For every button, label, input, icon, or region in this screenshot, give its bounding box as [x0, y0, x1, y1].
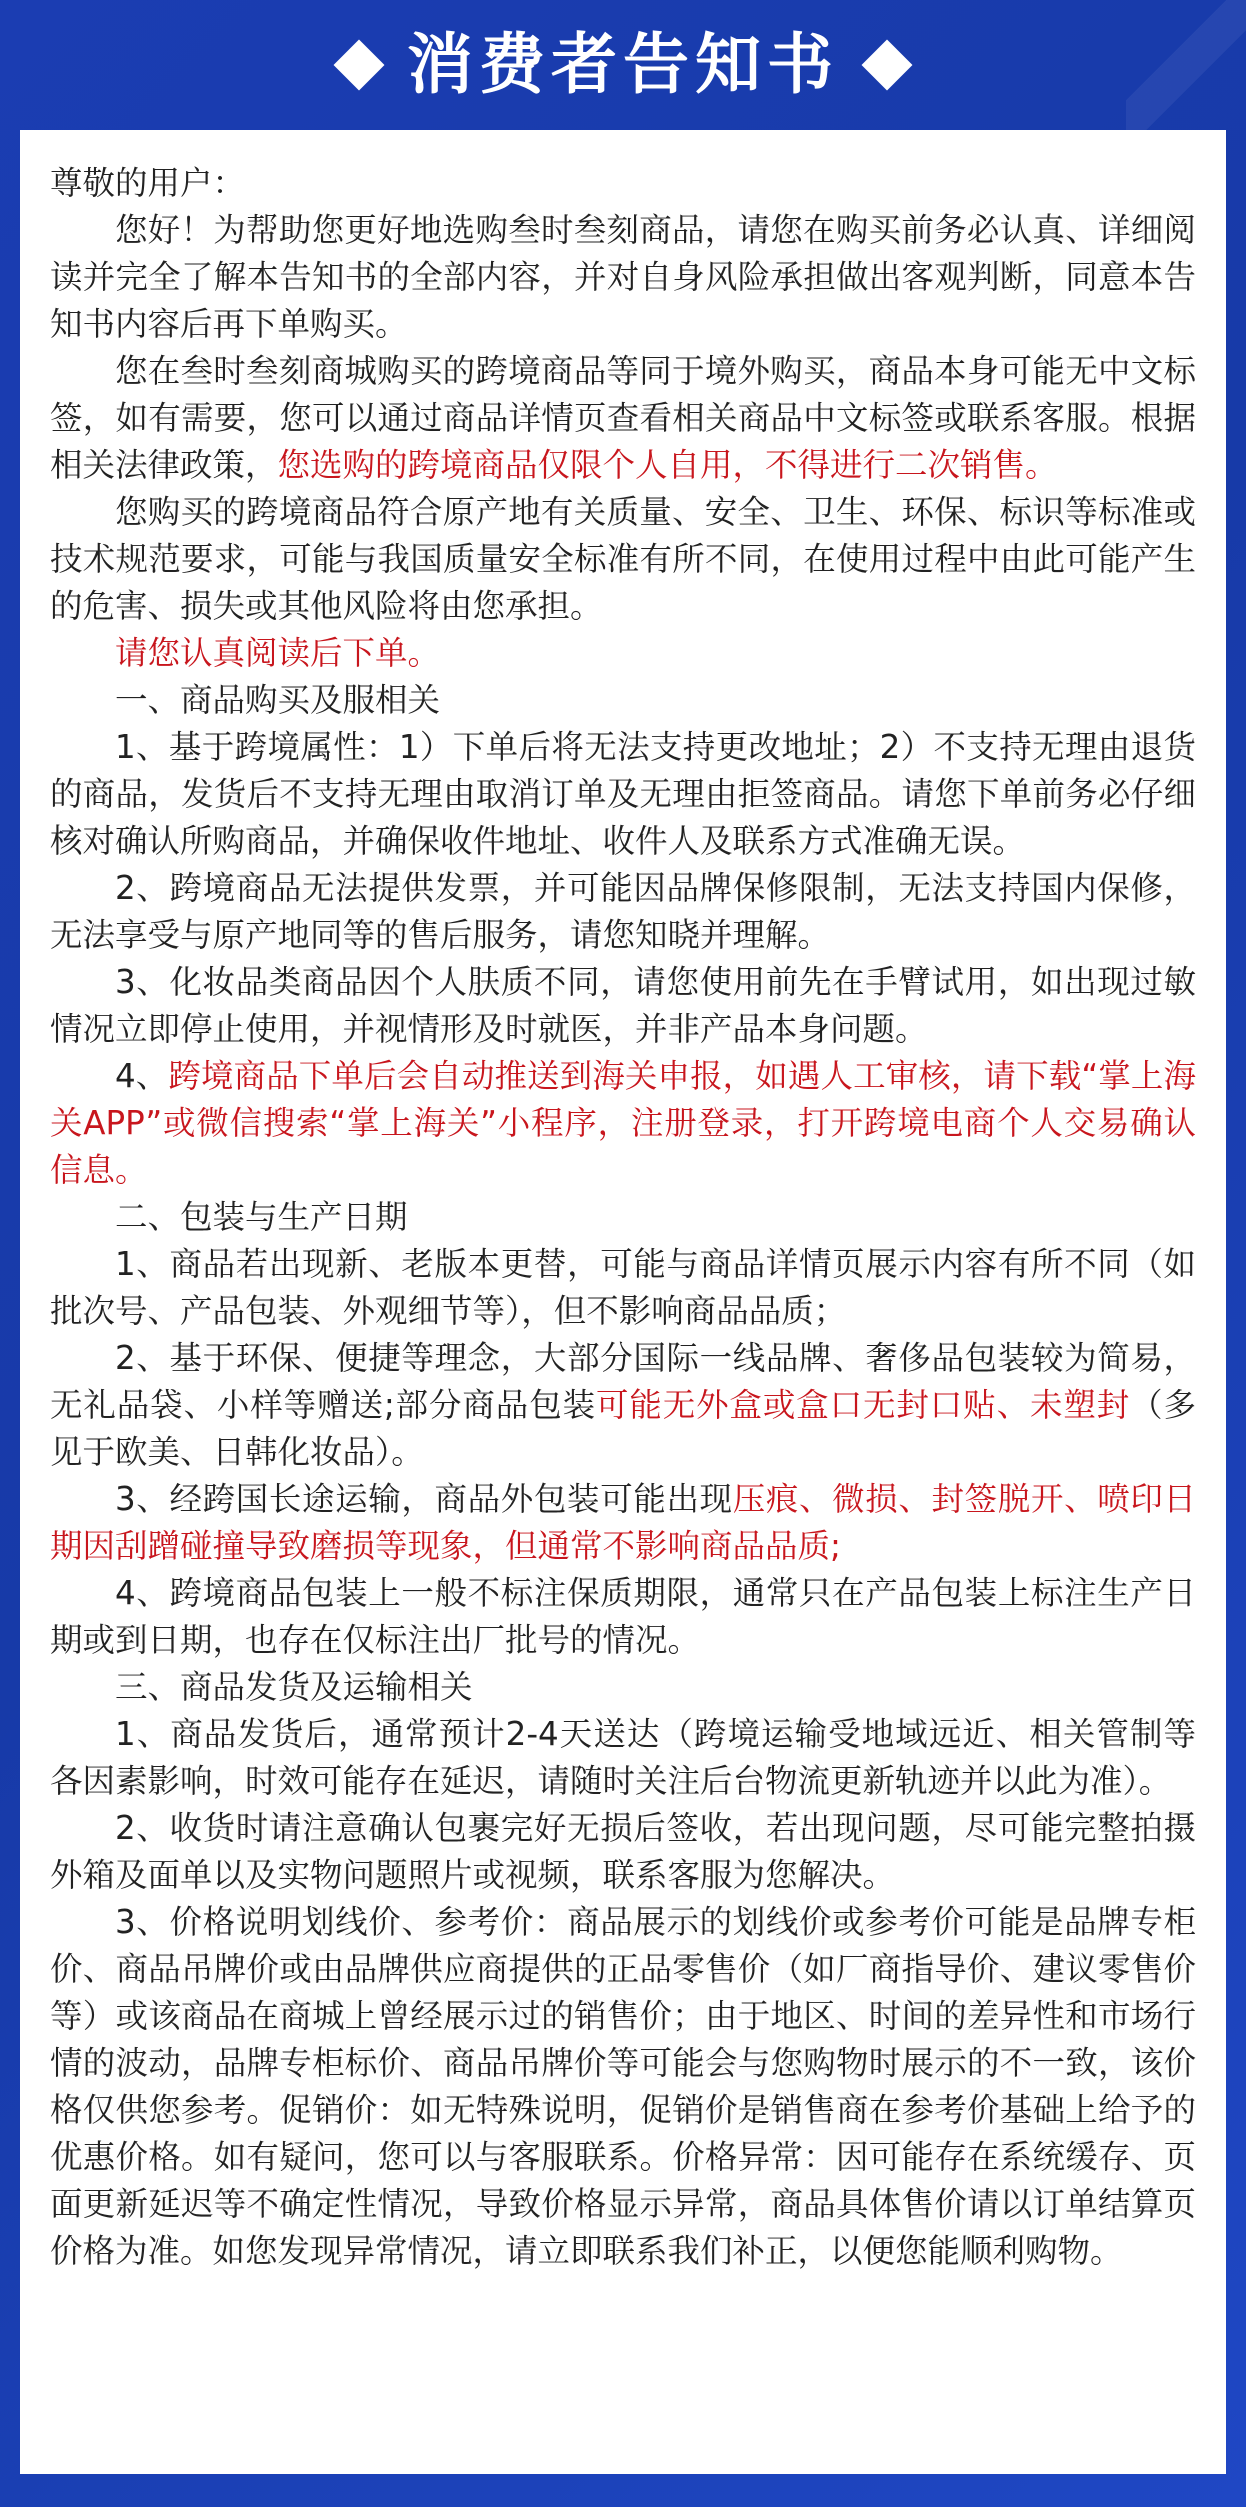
section-2-title: 二、包装与生产日期 — [115, 1198, 408, 1236]
section-3-item-2: 2、收货时请注意确认包裹完好无损后签收，若出现问题，尽可能完整拍摄外箱及面单以及实物问题照片或视频，联系客服为您解决。 — [50, 1809, 1196, 1894]
section-2-item-1: 1、商品若出现新、老版本更替，可能与商品详情页展示内容有所不同（如批次号、产品包装、外观细节等），但不影响商品品质； — [50, 1245, 1196, 1330]
section-3-item-1: 1、商品发货后，通常预计2-4天送达（跨境运输受地域远近、相关管制等各因素影响，时效可能存在延迟，请随时关注后台物流更新轨迹并以此为准）。 — [50, 1715, 1196, 1800]
diamond-right-icon — [862, 40, 913, 91]
personal-use-warning: 您选购的跨境商品仅限个人自用，不得进行二次销售。 — [277, 446, 1058, 484]
notice-card — [20, 130, 1226, 2474]
section-2-item-4: 4、跨境商品包装上一般不标注保质期限，通常只在产品包装上标注生产日期或到日期，也存在仅标注出厂批号的情况。 — [50, 1574, 1196, 1659]
section-2-item-2 — [50, 1335, 1196, 1476]
paragraph-cross-border-text: 您在叁时叁刻商城购买的跨境商品等同于境外购买，商品本身可能无中文标签，如有需要，您可以通过商品详情页查看相关商品中文标签或联系客服。根据相关法律政策， — [50, 352, 1196, 484]
diamond-left-icon — [334, 40, 385, 91]
section-2-item-3 — [50, 1476, 1196, 1570]
section-1-item-4 — [50, 1053, 1196, 1194]
packaging-warning: 可能无外盒或盒口无封口贴、未塑封 — [595, 1386, 1131, 1424]
page-title: 消费者告知书 — [407, 26, 839, 103]
customs-declaration-warning: 跨境商品下单后会自动推送到海关申报，如遇人工审核，请下载“掌上海关APP”或微信搜索“掌上海关”小程序，注册登录，打开跨境电商个人交易确认信息。 — [50, 1057, 1196, 1189]
section-2-item-3-text: 3、经跨国长途运输，商品外包装可能出现 — [115, 1480, 733, 1518]
section-1-item-3: 3、化妆品类商品因个人肤质不同，请您使用前先在手臂试用，如出现过敏情况立即停止使用，并视情形及时就医，并非产品本身问题。 — [50, 963, 1196, 1048]
section-3-item-3: 3、价格说明划线价、参考价：商品展示的划线价或参考价可能是品牌专柜价、商品吊牌价或由品牌供应商提供的正品零售价（如厂商指导价、建议零售价等）或该商品在商城上曾经展示过的销售价；由于地区、时间的差异性和市场行情的波动，品牌专柜标价、商品吊牌价等可能会与您购物时展示的不一致，该价格仅供您参考。促销价：如无特殊说明，促销价是销售商在参考价基础上给予的优惠价格。如有疑问，您可以与客服联系。价格异常：因可能存在系统缓存、页面更新延迟等不确定性情况，导致价格显示异常，商品具体售价请以订单结算页价格为准。如您发现异常情况，请立即联系我们补正，以便您能顺利购物。 — [50, 1903, 1196, 2270]
read-before-order-warning: 请您认真阅读后下单。 — [115, 634, 441, 672]
notice-content — [50, 160, 1196, 2275]
section-1-title: 一、商品购买及服相关 — [115, 681, 441, 719]
paragraph-standards: 您购买的跨境商品符合原产地有关质量、安全、卫生、环保、标识等标准或技术规范要求，可能与我国质量安全标准有所不同，在使用过程中由此可能产生的危害、损失或其他风险将由您承担。 — [50, 493, 1196, 625]
decorative-stripe — [1126, 0, 1246, 130]
greeting: 尊敬的用户： — [50, 164, 246, 202]
section-1-item-1: 1、基于跨境属性：1）下单后将无法支持更改地址；2）不支持无理由退货的商品，发货后不支持无理由取消订单及无理由拒签商品。请您下单前务必仔细核对确认所购商品，并确保收件地址、收件人及联系方式准确无误。 — [50, 728, 1196, 860]
section-2-item-2-note: （多见于欧美、日韩化妆品）。 — [50, 1386, 1196, 1471]
paragraph-cross-border — [50, 348, 1196, 489]
paragraph-intro: 您好！为帮助您更好地选购叁时叁刻商品，请您在购买前务必认真、详细阅读并完全了解本告知书的全部内容，并对自身风险承担做出客观判断，同意本告知书内容后再下单购买。 — [50, 211, 1196, 343]
section-1-item-4-number: 4、 — [115, 1057, 169, 1095]
transport-damage-warning: 压痕、微损、封签脱开、喷印日期因刮蹭碰撞导致磨损等现象，但通常不影响商品品质; — [50, 1480, 1196, 1565]
section-3-title: 三、商品发货及运输相关 — [115, 1668, 473, 1706]
header-banner — [0, 0, 1246, 130]
section-1-item-2: 2、跨境商品无法提供发票，并可能因品牌保修限制，无法支持国内保修，无法享受与原产地同等的售后服务，请您知晓并理解。 — [50, 869, 1196, 954]
section-2-item-2-text: 2、基于环保、便捷等理念，大部分国际一线品牌、奢侈品包装较为简易，无礼品袋、小样等赠送;部分商品包装 — [50, 1339, 1196, 1424]
